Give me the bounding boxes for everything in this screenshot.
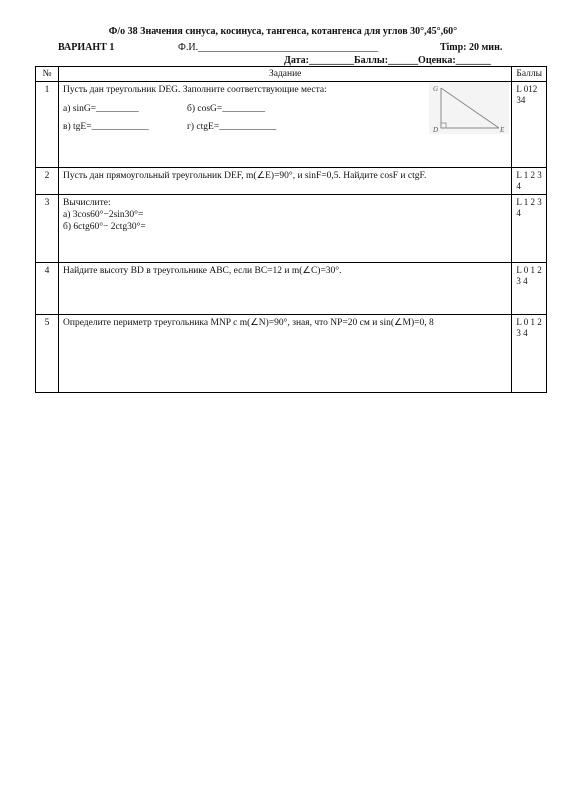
table-row — [36, 195, 547, 263]
table-row — [36, 168, 547, 195]
sub-task: б) 6ctg60°− 2ctg30°= — [63, 222, 146, 232]
points-text: L 1 2 3 4 — [516, 170, 542, 191]
table-row — [36, 315, 547, 393]
row-number: 1 — [36, 82, 59, 168]
table-row — [36, 263, 547, 315]
task-cell — [59, 168, 512, 195]
row-number: 2 — [36, 168, 59, 195]
points-text: L 0 1 2 3 4 — [516, 265, 542, 286]
sub-task: а) 3cos60°−2sin30°= — [63, 210, 144, 220]
col-task-header: Задание — [59, 67, 512, 82]
task-text: Пусть дан прямоугольный треугольник DEF, m(∠E)=90°, и sinF=0,5. Найдите cosF и ctgF. — [63, 171, 427, 181]
table-header-row — [36, 67, 547, 82]
points-text: L 0 1 2 3 4 — [516, 317, 542, 338]
task-cell — [59, 263, 512, 315]
vertex-d-label: D — [433, 126, 439, 134]
variant-label: ВАРИАНТ 1 — [58, 42, 115, 53]
points-cell — [512, 168, 547, 195]
points-text: L 012 34 — [516, 84, 538, 105]
col-points-header: Баллы — [512, 67, 547, 82]
points-cell — [512, 195, 547, 263]
task-text: Пусть дан треугольник DEG. Заполните соответствующие места: — [63, 85, 327, 95]
task-cell — [59, 195, 512, 263]
points-cell — [512, 263, 547, 315]
page-title: Ф/о 38 Значения синуса, косинуса, тангенса, котангенса для углов 30°,45°,60° — [108, 26, 458, 37]
time-label: Timp: 20 мин. — [440, 42, 503, 53]
task-cell — [59, 315, 512, 393]
vertex-g-label: G — [433, 85, 439, 93]
points-text: L 1 2 3 4 — [516, 197, 542, 218]
name-field: Ф.И.____________________________________ — [178, 42, 379, 53]
row-number: 4 — [36, 263, 59, 315]
task-text: Определите периметр треугольника MNP с m(∠N)=90°, зная, что NP=20 см и sin(∠M)=0, 8 — [63, 318, 434, 328]
points-cell — [512, 315, 547, 393]
sub-task: в) tgE=____________ — [63, 122, 149, 132]
row-number: 5 — [36, 315, 59, 393]
col-number-header: № — [36, 67, 59, 82]
row-number: 3 — [36, 195, 59, 263]
task-text: Найдите высоту BD в треугольнике ABC, если BC=12 и m(∠C)=30°. — [63, 266, 342, 276]
triangle-figure — [429, 82, 509, 134]
sub-task: б) cosG=_________ — [187, 104, 266, 114]
date-score-line: Дата:_________Баллы:______Оценка:_______ — [284, 55, 491, 66]
table-row — [36, 82, 547, 168]
points-cell — [512, 82, 547, 168]
task-cell — [59, 82, 512, 168]
tasks-table — [35, 66, 547, 393]
sub-task: г) ctgE=____________ — [187, 122, 277, 132]
sub-task: а) sinG=_________ — [63, 104, 139, 114]
vertex-e-label: E — [500, 126, 505, 134]
task-text: Вычислите: — [63, 198, 111, 208]
